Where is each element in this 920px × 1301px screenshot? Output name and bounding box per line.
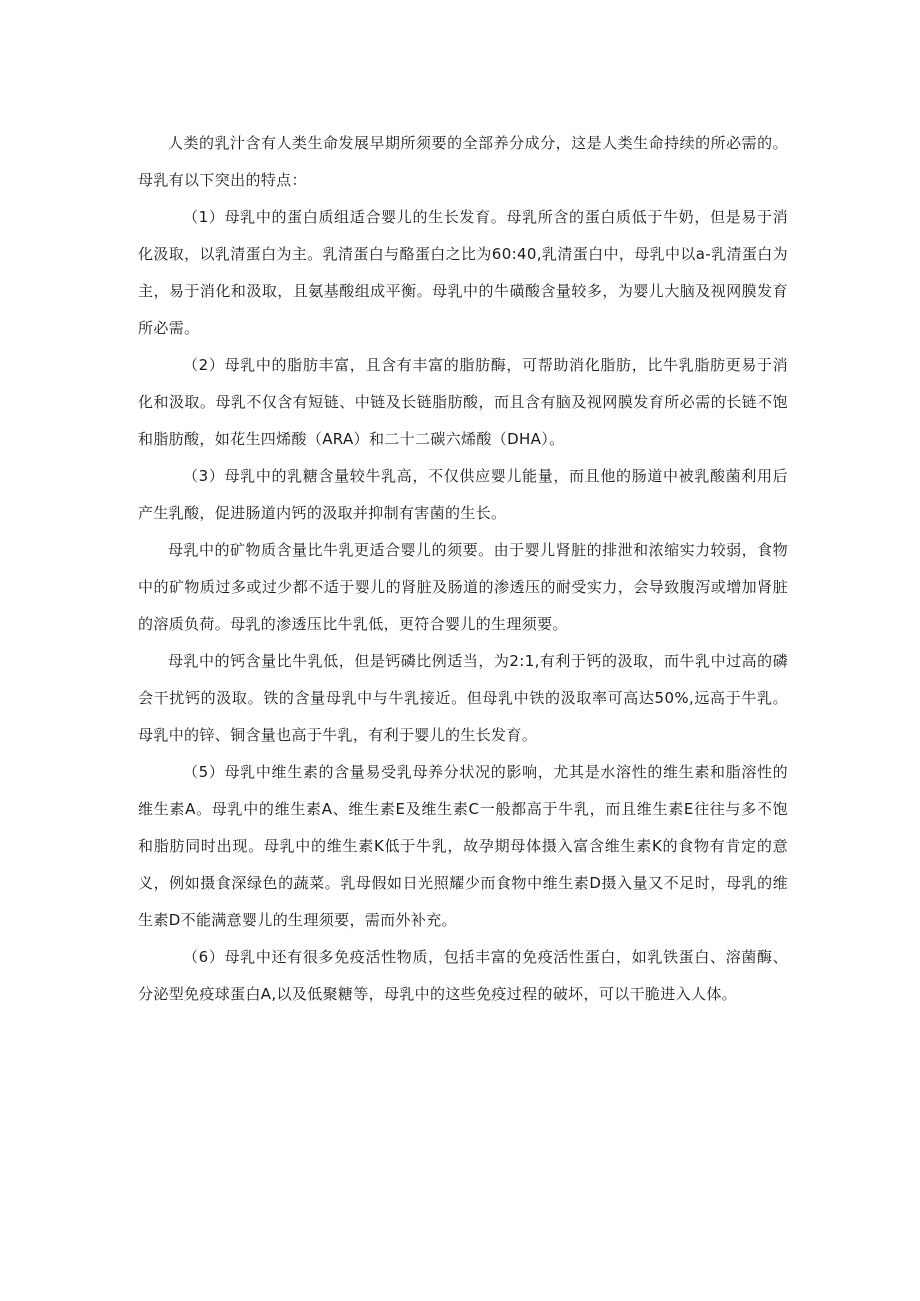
- vitamin-paragraph: （5）母乳中维生素的含量易受乳母养分状况的影响，尤其是水溶性的维生素和脂溶性的维生素A。母乳中的维生素A、维生素E及维生素C一般都高于牛乳，而且维生素E往往与多不饱和脂肪同时出现。母乳中的维生素K低于牛乳，故孕期母体摄入富含维生素K的食物有肯定的意义，例如摄食深绿色的蔬菜。乳母假如日光照耀少而食物中维生素D摄入量又不足时，母乳的维生素D不能满意婴儿的生理须要，需而外补充。: [138, 763, 788, 929]
- immune-paragraph: （6）母乳中还有很多免疫活性物质，包括丰富的免疫活性蛋白，如乳铁蛋白、溶菌酶、分泌型免疫球蛋白A,以及低聚糖等，母乳中的这些免疫过程的破坏，可以干脆进入人体。: [138, 948, 788, 1003]
- minerals-paragraph: 母乳中的矿物质含量比牛乳更适合婴儿的须要。由于婴儿肾脏的排泄和浓缩实力较弱，食物中的矿物质过多或过少都不适于婴儿的肾脏及肠道的渗透压的耐受实力，会导致腹泻或增加肾脏的溶质负荷。母乳的渗透压比牛乳低，更符合婴儿的生理须要。: [138, 541, 788, 633]
- calcium-paragraph: 母乳中的钙含量比牛乳低，但是钙磷比例适当，为2:1,有利于钙的汲取，而牛乳中过高的磷会干扰钙的汲取。铁的含量母乳中与牛乳接近。但母乳中铁的汲取率可高达50%,远高于牛乳。母乳中的锌、铜含量也高于牛乳，有利于婴儿的生长发育。: [138, 652, 788, 744]
- document-body: [138, 125, 788, 1013]
- lactose-paragraph: （3）母乳中的乳糖含量较牛乳高，不仅供应婴儿能量，而且他的肠道中被乳酸菌利用后产生乳酸，促进肠道内钙的汲取并抑制有害菌的生长。: [138, 467, 788, 522]
- intro-paragraph: 人类的乳汁含有人类生命发展早期所须要的全部养分成分，这是人类生命持续的所必需的。母乳有以下突出的特点：: [138, 134, 788, 189]
- fat-paragraph: （2）母乳中的脂肪丰富，且含有丰富的脂肪酶，可帮助消化脂肪，比牛乳脂肪更易于消化和汲取。母乳不仅含有短链、中链及长链脂肪酸，而且含有脑及视网膜发育所必需的长链不饱和脂肪酸，如花生四烯酸（ARA）和二十二碳六烯酸（DHA）。: [138, 356, 788, 448]
- protein-paragraph: （1）母乳中的蛋白质组适合婴儿的生长发育。母乳所含的蛋白质低于牛奶，但是易于消化汲取，以乳清蛋白为主。乳清蛋白与酪蛋白之比为60:40,乳清蛋白中，母乳中以a-乳清蛋白为主，易于消化和汲取，且氨基酸组成平衡。母乳中的牛磺酸含量较多，为婴儿大脑及视网膜发育所必需。: [138, 208, 788, 337]
